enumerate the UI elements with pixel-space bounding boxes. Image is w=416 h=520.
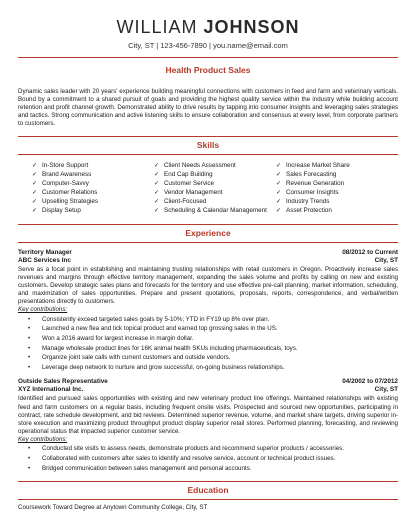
- headline-title: Health Product Sales: [165, 65, 251, 75]
- check-icon: ✓: [32, 190, 38, 197]
- skills-column-3: [276, 162, 398, 215]
- job-title-row: [18, 249, 398, 257]
- skills-column-2: [154, 162, 276, 215]
- bullet-icon: •: [28, 335, 31, 343]
- job-title: Outside Sales Representative: [18, 378, 108, 386]
- job-location: City, ST: [374, 256, 398, 264]
- experience-title: Experience: [185, 227, 231, 238]
- skill-item: ✓ Vendor Management: [154, 189, 223, 197]
- skill-item: ✓ End Cap Building: [154, 171, 213, 179]
- check-icon: ✓: [276, 199, 282, 206]
- job-bullets: [18, 444, 398, 473]
- check-icon: ✓: [32, 172, 38, 179]
- check-icon: ✓: [276, 190, 282, 197]
- key-contributions-label: Key contributions:: [18, 306, 68, 314]
- experience-rule-bottom: [18, 242, 398, 243]
- bullet-icon: •: [28, 445, 31, 453]
- job-company: XYZ International Inc.: [18, 386, 84, 394]
- bullet-icon: •: [28, 325, 31, 333]
- job-title-row: [18, 378, 398, 386]
- job-bullets: [18, 315, 398, 373]
- bullet-icon: •: [28, 464, 31, 472]
- header-divider: [18, 57, 398, 58]
- skills-section-header: [18, 136, 398, 155]
- bullet-icon: •: [28, 455, 31, 462]
- job-entry-2: [18, 378, 398, 473]
- bullet-icon: •: [28, 344, 31, 352]
- check-icon: ✓: [32, 208, 38, 214]
- bullet-item: • Conducted site visits to assess needs, demonstrate products and recommend superior products / accessories.: [28, 445, 344, 453]
- skill-item: ✓ Customer Service: [154, 180, 215, 188]
- bullet-item: • Won a 2016 award for largest increase in margin dollar.: [28, 335, 194, 343]
- check-icon: ✓: [154, 199, 160, 206]
- skills-title: Skills: [196, 140, 220, 151]
- bullet-item: • Launched a new flea and tick topical product and earned top grossing sales in the US.: [28, 325, 278, 333]
- job-entry-1: [18, 249, 398, 373]
- skills-list: [18, 162, 398, 215]
- check-icon: ✓: [154, 163, 160, 170]
- check-icon: ✓: [154, 172, 160, 179]
- bullet-item: • Leverage deep network to nurture and grow successful, on-going business relationships.: [28, 363, 285, 371]
- check-icon: ✓: [154, 190, 160, 197]
- bullet-icon: •: [28, 315, 31, 323]
- education-section-header: [18, 481, 398, 500]
- experience-rule-top: [18, 224, 398, 225]
- first-name: WILLIAM: [116, 17, 198, 37]
- skill-item: ✓ Upselling Strategies: [32, 198, 99, 206]
- education-title: Education: [187, 485, 229, 496]
- skill-item: ✓ Consumer Insights: [276, 189, 339, 197]
- check-icon: ✓: [276, 172, 282, 179]
- skill-item: ✓ Scheduling & Calendar Management: [154, 207, 267, 214]
- experience-section-header: [18, 224, 398, 243]
- job-company-row: [18, 386, 398, 394]
- check-icon: ✓: [276, 163, 282, 170]
- job-title: Territory Manager: [18, 248, 72, 256]
- skill-item: ✓ Industry Trends: [276, 198, 330, 206]
- skill-item: ✓ Brand Awareness: [32, 171, 92, 179]
- skill-item: ✓ Increase Market Share: [276, 162, 350, 170]
- candidate-name: [18, 0, 398, 37]
- education-rule-bottom: [18, 499, 398, 500]
- job-description: Serve as a focal point in establishing and maintaining trusting relationships with retail customers in Oregon. Proactively increase sales revenues and margins through effective territory management, expanding the sales volume and profits by calling on new and existing customers. Develop strategic sales plans and forecasts for the territory and use effective pre-call planning, market information, scheduling, and maximization of sales opportunities. Prepare and present quotations, proposals, reports, correspondence, and verbal/written presentations directly to customers.: [18, 265, 398, 306]
- check-icon: ✓: [32, 163, 38, 170]
- skill-item: ✓ Computer-Savvy: [32, 180, 89, 188]
- skills-rule-bottom: [18, 154, 398, 155]
- bullet-icon: •: [28, 354, 31, 362]
- bullet-icon: •: [28, 363, 31, 371]
- check-icon: ✓: [154, 208, 160, 214]
- skill-item: ✓ In-Store Support: [32, 162, 89, 170]
- skill-item: ✓ Client Needs Assessment: [154, 162, 236, 170]
- skill-item: ✓ Customer Relations: [32, 189, 98, 197]
- skill-item: ✓ Client-Focused: [154, 198, 207, 206]
- check-icon: ✓: [32, 181, 38, 188]
- bullet-item: • Organize joint sale calls with current customers and outside vendors.: [28, 354, 231, 362]
- job-company-row: [18, 257, 398, 265]
- job-dates: 08/2012 to Current: [342, 248, 398, 256]
- education-rule-top: [18, 481, 398, 482]
- contact-line: City, ST | 123-456-7890 | you.name@email.com: [128, 41, 288, 50]
- check-icon: ✓: [276, 181, 282, 188]
- education-line: Coursework Toward Degree at Anytown Community College, City, ST: [18, 504, 208, 512]
- skills-rule-top: [18, 136, 398, 137]
- key-contributions-label: Key contributions:: [18, 435, 68, 443]
- check-icon: ✓: [276, 208, 282, 214]
- skill-item: ✓ Sales Forecasting: [276, 171, 337, 179]
- job-description: Identified and pursued sales opportunities with existing and new veterinary product line offerings. Maintained relationships with existing feed and farm customers on a regular basis, including frequent onsite visits. Prospected and sourced new opportunities, participating in contract, rate schedule development, and bid reviews. Determined superior revenue, volume, and market share targets, driving superior in-store execution and maximizing product throughput product display superior retail stores. Performed planning, forecasting, and reviewing operational status that impacted superior customer service.: [18, 395, 398, 435]
- bullet-item: • Consistently exceed targeted sales goals by 5-10%; YTD in FY19 up 8% over plan.: [28, 315, 270, 323]
- bullet-item: • Manage wholesale product lines for 16K animal health SKUs including pharmaceuticals, toys.: [28, 344, 298, 352]
- last-name: JOHNSON: [203, 17, 300, 37]
- skill-item: ✓ Revenue Generation: [276, 180, 345, 188]
- skill-item: ✓ Asset Protection: [276, 207, 332, 214]
- check-icon: ✓: [32, 199, 38, 206]
- job-dates: 04/2002 to 07/2012: [342, 378, 398, 386]
- job-location: City, ST: [374, 386, 398, 394]
- check-icon: ✓: [154, 181, 160, 188]
- bullet-item: • Bridged communication between sales management and personal accounts.: [28, 464, 252, 472]
- summary-paragraph: Dynamic sales leader with 20 years' experience building meaningful connections with customers in feed and farm and veterinary verticals. Bound by a commitment to a shared pursuit of goals and providing the highest quality service within the industry while building account retention and profit channel growth. Demonstrated ability to drive results by tapping into consumer insights and leveraging sales strategies and tactics. Strong communication and active listening skills to ensure collaboration and consensus at every level, from corporate partners to customers.: [18, 88, 398, 128]
- job-company: ABC Services Inc: [18, 256, 71, 264]
- bullet-item: • Collaborated with customers after sales to identify and resolve service, account or technical product issues.: [28, 455, 336, 462]
- skill-item: ✓ Display Setup: [32, 207, 81, 214]
- skills-column-1: [32, 162, 154, 215]
